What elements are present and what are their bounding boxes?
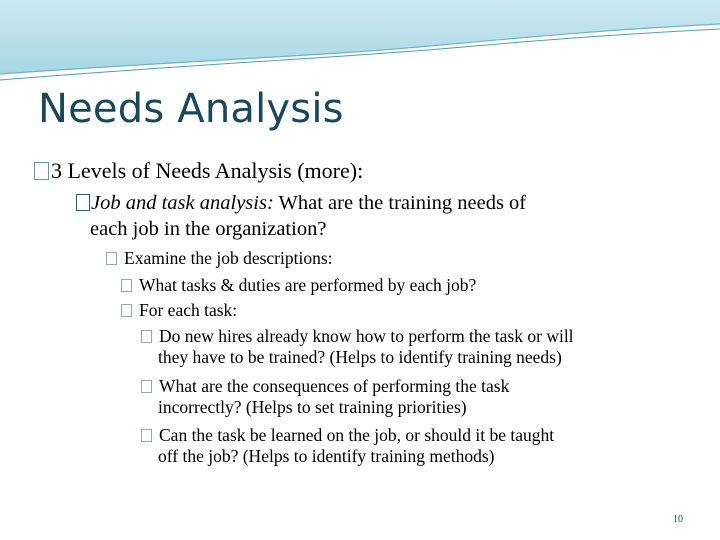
box-bullet-icon [76,194,90,211]
level5-text: Can the task be learned on the job, or should it be taught [159,425,555,445]
box-bullet-icon [141,429,152,442]
header-wave-decoration [0,0,720,100]
box-bullet-icon [121,304,132,317]
slide-title: Needs Analysis [38,86,344,132]
level5-text: Do new hires already know how to perform the task or will [159,326,574,346]
box-bullet-icon [121,279,132,292]
bullet-level-2-continuation: each job in the organization? [90,218,327,240]
level2-emphasis: Job and task analysis: [91,192,274,214]
level5-text: What are the consequences of performing the task [159,376,510,396]
bullet-level-3 [106,248,333,269]
level1-text: 3 Levels of Needs Analysis (more): [51,158,364,183]
level4-text: For each task: [139,300,238,320]
bullet-level-5 [141,425,554,446]
level2-text: What are the training needs of [273,192,527,214]
box-bullet-icon [34,162,49,180]
bullet-level-5 [141,326,574,347]
bullet-level-5 [141,376,509,397]
bullet-level-5-continuation: off the job? (Helps to identify training methods) [158,446,495,466]
level3-text: Examine the job descriptions: [124,248,333,268]
box-bullet-icon [141,330,152,343]
level4-text: What tasks & duties are performed by each job? [139,275,477,295]
box-bullet-icon [141,380,152,393]
bullet-level-5-continuation: incorrectly? (Helps to set training priorities) [158,397,467,417]
bullet-level-2 [76,192,526,215]
bullet-level-4 [121,300,237,321]
bullet-level-5-continuation: they have to be trained? (Helps to identify training needs) [158,347,562,367]
bullet-level-1 [34,158,363,184]
box-bullet-icon [106,252,117,265]
bullet-level-4 [121,275,476,296]
page-number: 10 [673,514,683,525]
